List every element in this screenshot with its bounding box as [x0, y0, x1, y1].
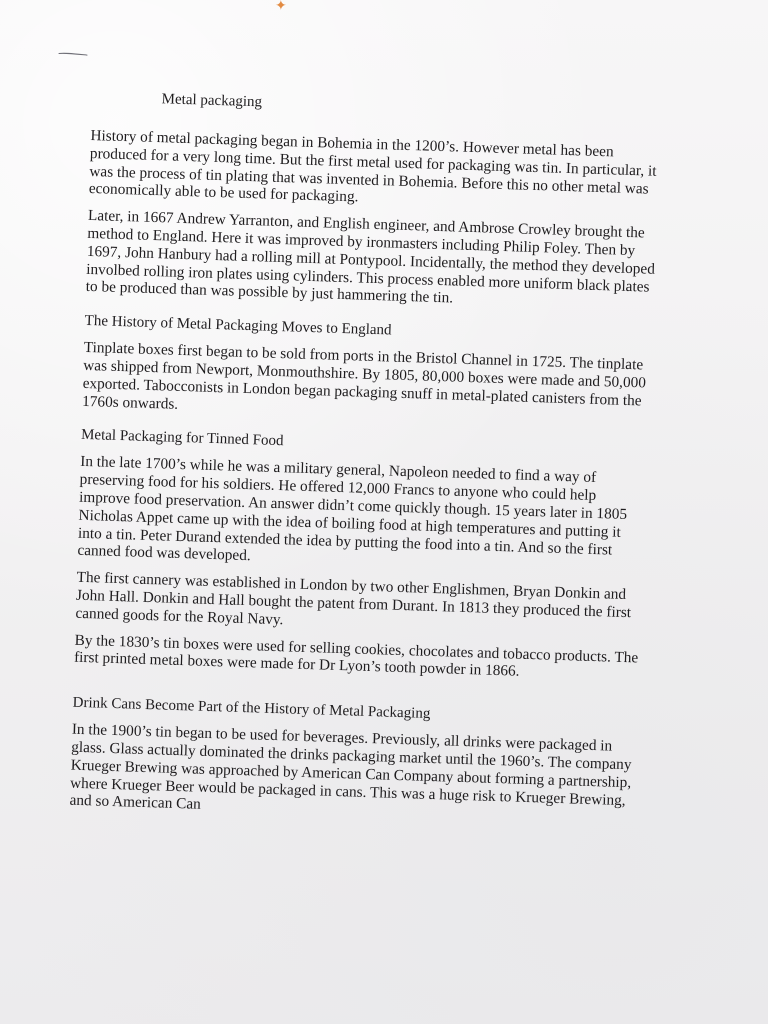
paragraph-first-cannery: The first cannery was established in London by two other Englishmen, Bryan Donkin and John Hall. Donkin and Hall bought the patent from Durant. In 1813 they produced the first canned goods for the Royal Navy.: [75, 568, 632, 629]
orange-smudge-icon: ✦: [275, 0, 287, 14]
paragraph-napoleon: In the late 1700’s while he was a military general, Napoleon needed to find a way of preserving food for his soldiers. He offered 12,000 Francs to anyone who could help improve food preservation. An answer didn’t come quickly though. 15 years later in 1805 Nicholas Appet came up with the idea of boiling food at high temperatures and putting it into a tin. Peter Durand extended the idea by putting the food into a tin. And so the first canned food was developed.: [77, 453, 628, 565]
paragraph-beverage-cans: In the 1900’s tin began to be used for beverages. Previously, all drinks were packaged in glass. Glass actually dominated the drinks packaging market until the 1960’s. The company Krueger Brewing was approached by American Can Company about forming a partnership, where Krueger Beer would be packaged in cans. This was a huge risk to Krueger Brewing, and so American Can: [69, 720, 632, 814]
section-heading-tinned-food: Metal Packaging for Tinned Food: [80, 427, 284, 450]
paragraph-tinplate-boxes: Tinplate boxes first began to be sold from ports in the Bristol Channel in 1725. The tinplate was shipped from Newport, Monmouthshire. By 1805, 80,000 boxes were made and 50,000 exported. Tabocconists in London began packaging snuff in metal-plated canisters from the 1760s onwards.: [81, 339, 647, 413]
page-title: Metal packaging: [161, 91, 263, 111]
paragraph-printed-boxes: By the 1830’s tin boxes were used for selling cookies, chocolates and tobacco products. The first printed metal boxes were made for Dr Lyon’s tooth powder in 1866.: [73, 631, 639, 681]
section-heading-england: The History of Metal Packaging Moves to England: [84, 313, 392, 339]
pen-mark-icon: [58, 52, 88, 56]
section-heading-drink-cans: Drink Cans Become Part of the History of Metal Packaging: [72, 694, 431, 723]
paragraph-history-intro: History of metal packaging began in Bohemia in the 1200’s. However metal has been produced for a very long time. But the first metal used for packaging was tin. In particular, it was the process of tin plating that was invented in Bohemia. Before this no other metal was economically able to be used for packaging.: [88, 126, 657, 206]
paragraph-england-method: Later, in 1667 Andrew Yarranton, and English engineer, and Ambrose Crowley brought the method to England. Here it was improved by ironmasters including Philip Foley. Then by 1697, John Hanbury had a rolling mill at Pontypool. Incidentally, the method they developed involbed rolling iron plates using cylinders. This process enabled more uniform black plates to be produced than was possible by just hammering the tin.: [85, 207, 656, 307]
document-content: [69, 88, 662, 837]
